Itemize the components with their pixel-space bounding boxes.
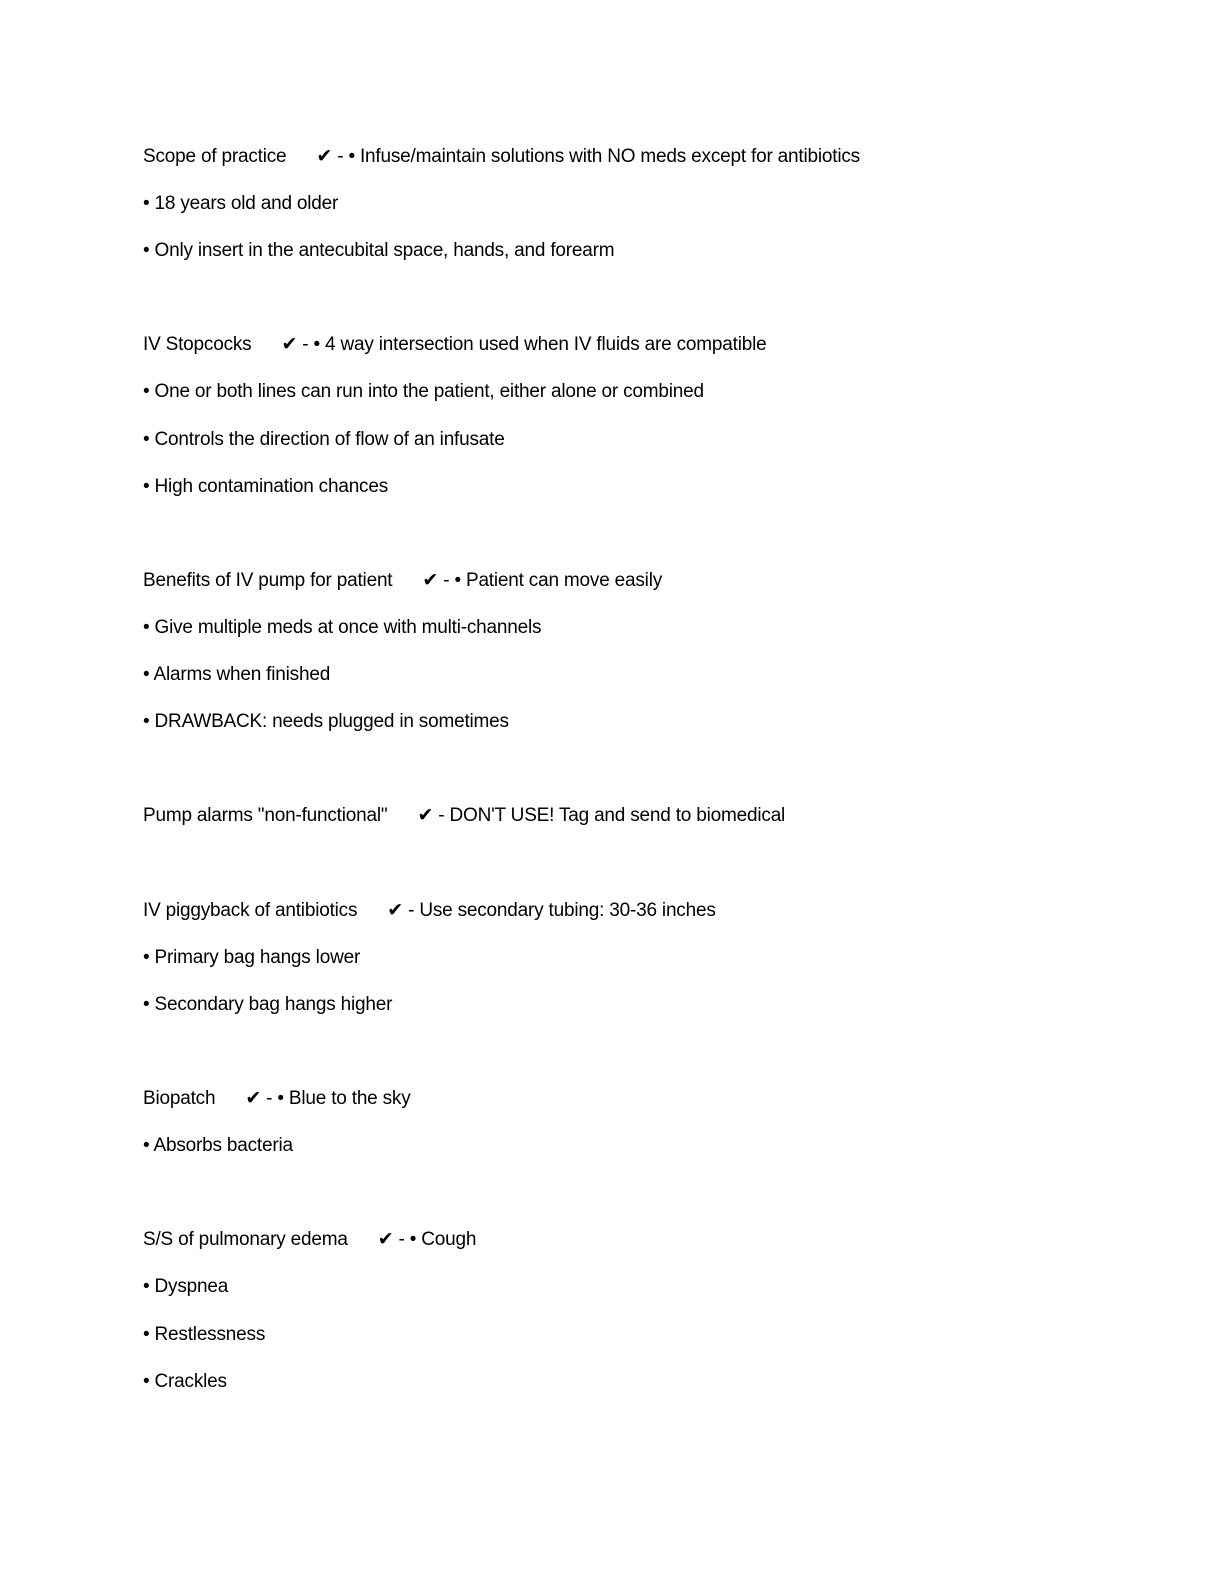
check-icon: ✔ - [422,570,450,591]
flashcard-term-line [143,333,766,357]
check-icon: ✔ - [316,146,344,167]
check-icon: ✔ - [387,900,415,921]
term: Scope of practice [143,146,287,167]
flashcard-term-line [143,804,785,828]
definition: • 4 way intersection used when IV fluids are compatible [313,334,767,355]
bullet-item: • Give multiple meds at once with multi-channels [143,617,542,638]
bullet-item: • Absorbs bacteria [143,1135,293,1156]
check-icon: ✔ - [281,334,309,355]
bullet-item: • Restlessness [143,1324,266,1345]
bullet-item: • One or both lines can run into the patient, either alone or combined [143,381,704,402]
check-icon: ✔ - [377,1229,405,1250]
term: Biopatch [143,1088,216,1109]
term: Benefits of IV pump for patient [143,570,393,591]
definition: • Infuse/maintain solutions with NO meds except for antibiotics [348,146,860,167]
definition: DON'T USE! Tag and send to biomedical [449,805,786,826]
definition: • Patient can move easily [454,570,663,591]
bullet-item: • Primary bag hangs lower [143,947,361,968]
check-icon: ✔ - [245,1088,273,1109]
check-icon: ✔ - [417,805,445,826]
bullet-item: • High contamination chances [143,476,389,497]
flashcard-term-line [143,145,860,169]
definition: • Blue to the sky [277,1088,411,1109]
flashcard-term-line [143,569,662,593]
bullet-item: • 18 years old and older [143,193,339,214]
bullet-item: • Alarms when finished [143,664,331,685]
bullet-item: • Secondary bag hangs higher [143,994,393,1015]
definition: Use secondary tubing: 30-36 inches [419,900,716,921]
term: Pump alarms "non-functional" [143,805,388,826]
flashcard-term-line [143,1228,476,1252]
flashcard-term-line [143,899,716,923]
flashcard-term-line [143,1087,411,1111]
bullet-item: • DRAWBACK: needs plugged in sometimes [143,711,509,732]
definition: • Cough [409,1229,477,1250]
bullet-item: • Controls the direction of flow of an infusate [143,429,505,450]
term: S/S of pulmonary edema [143,1229,348,1250]
term: IV Stopcocks [143,334,252,355]
term: IV piggyback of antibiotics [143,900,358,921]
bullet-item: • Dyspnea [143,1276,229,1297]
bullet-item: • Only insert in the antecubital space, hands, and forearm [143,240,615,261]
bullet-item: • Crackles [143,1371,227,1392]
